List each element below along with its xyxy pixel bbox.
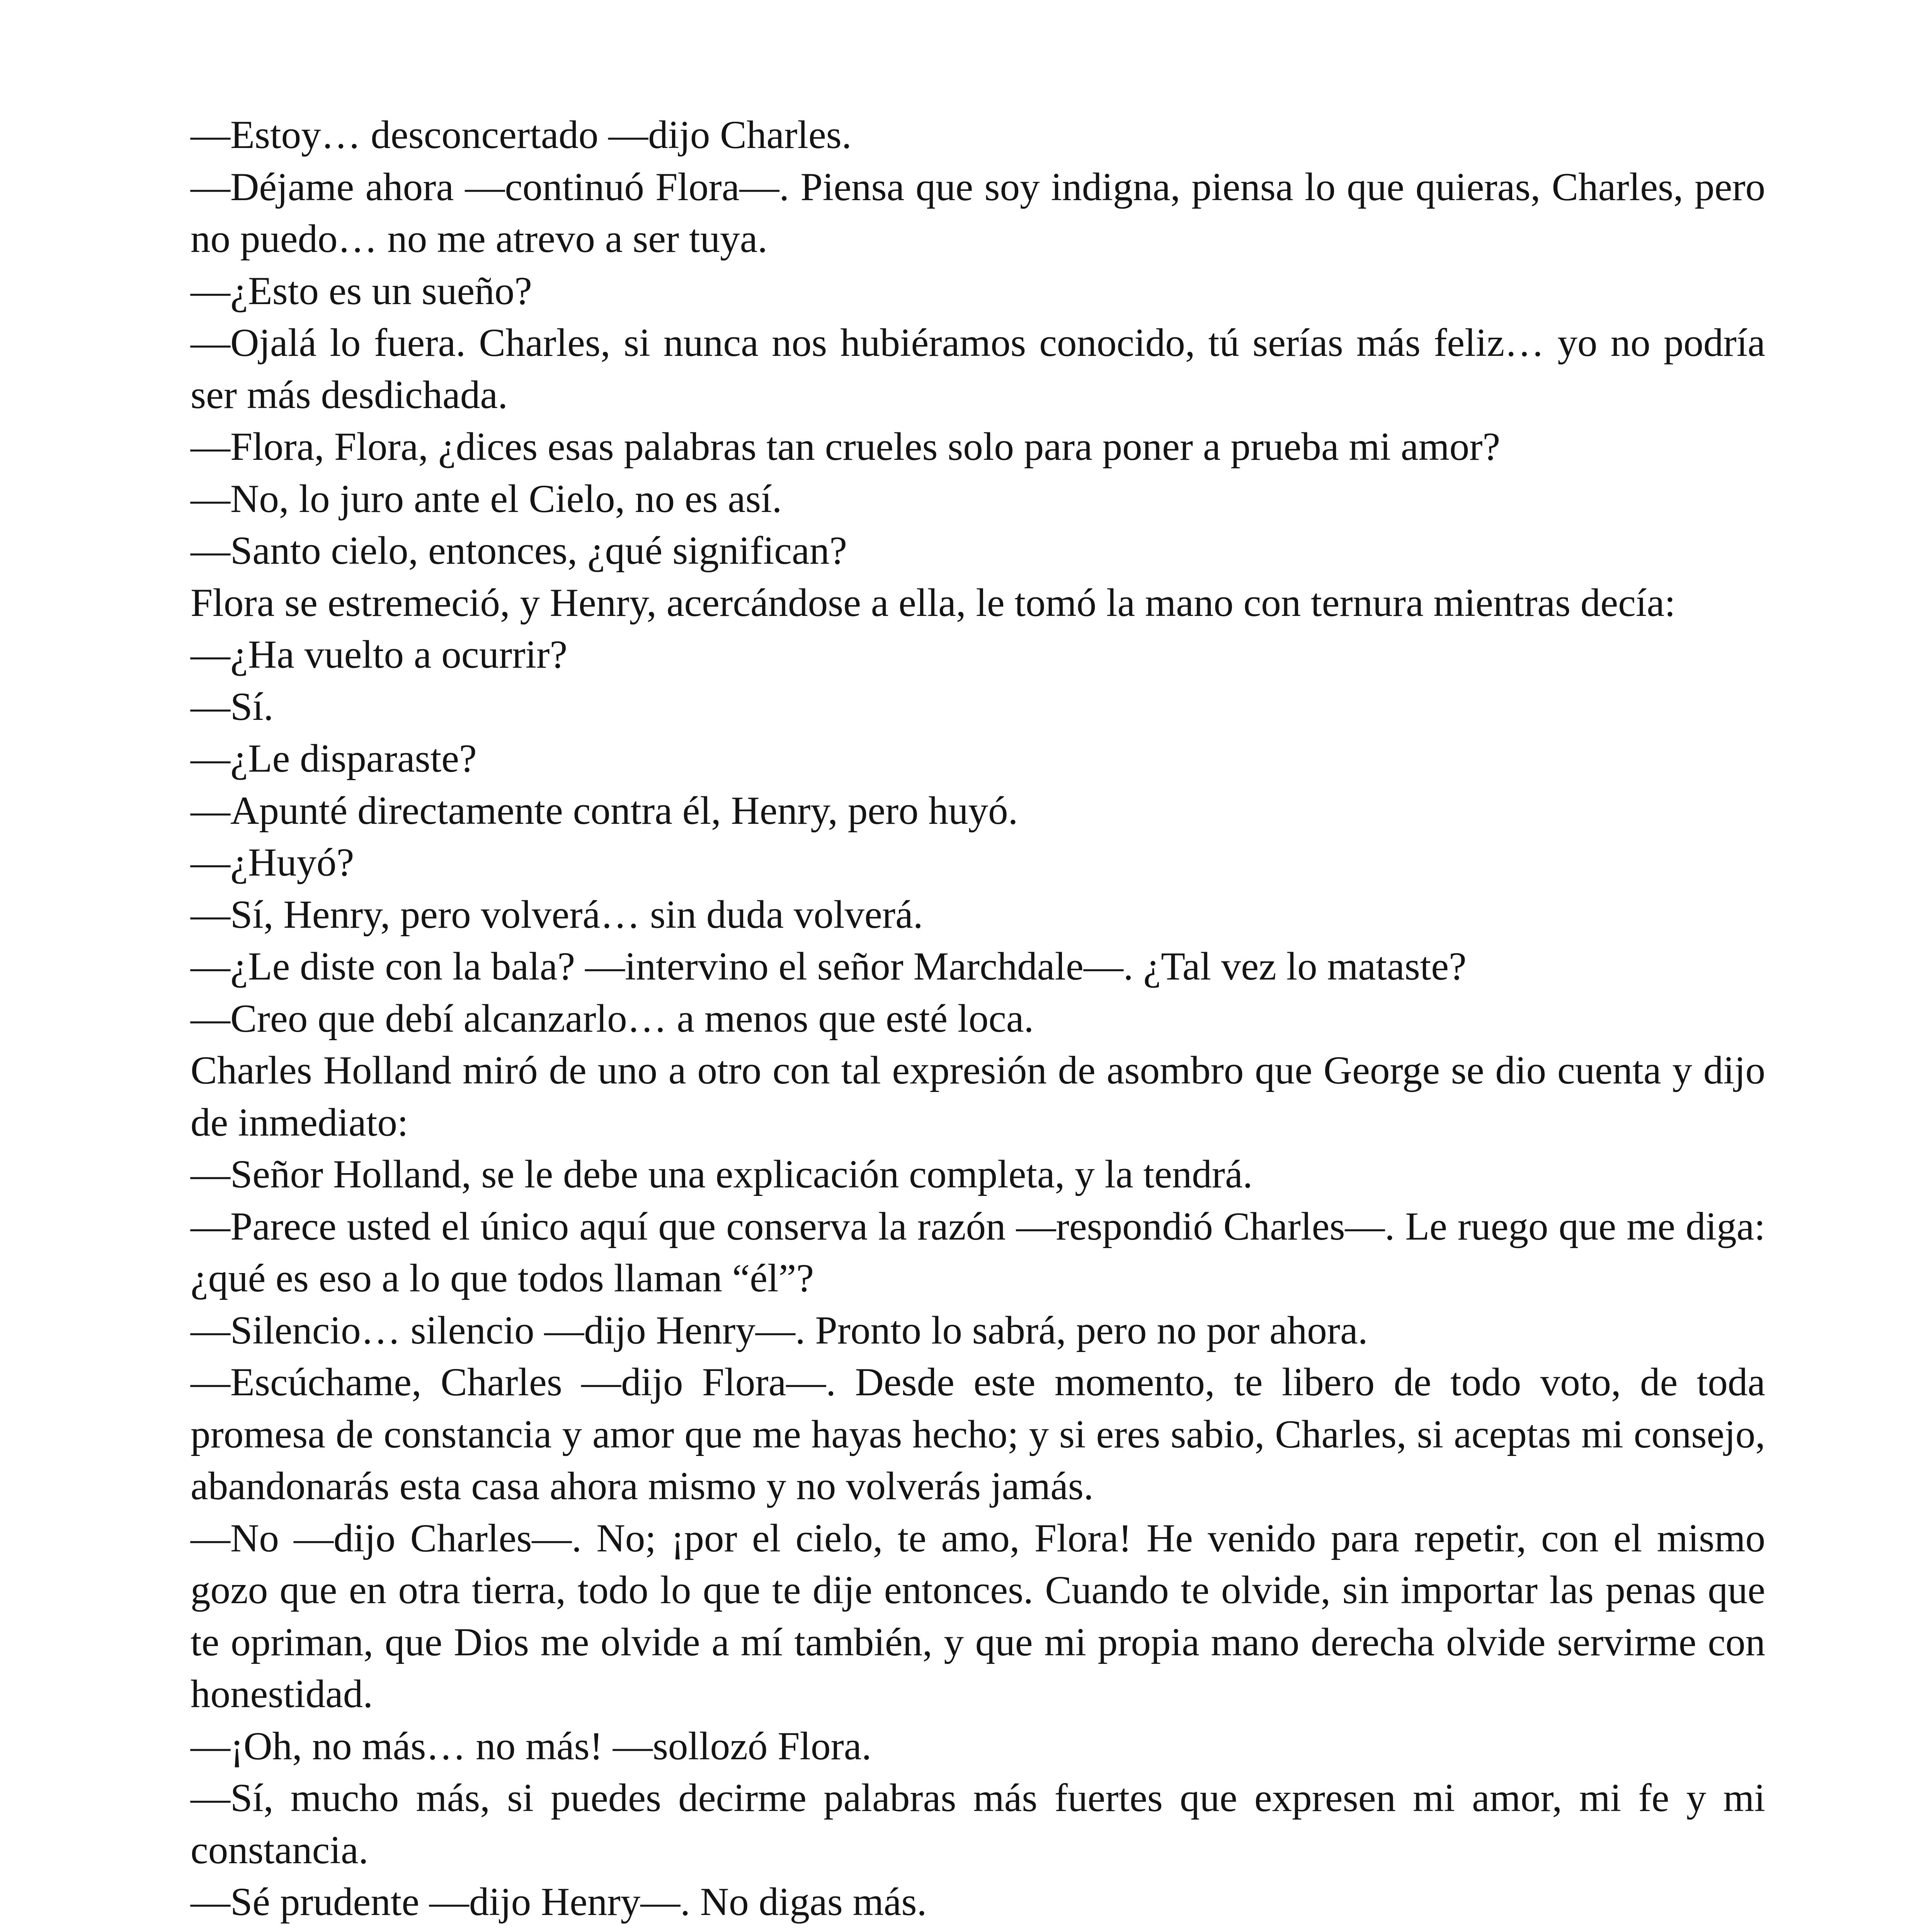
paragraph: —Santo cielo, entonces, ¿qué significan? — [191, 529, 847, 573]
paragraph: —Señor Holland, se le debe una explicación completa, y la tendrá. — [191, 1152, 1253, 1196]
paragraph: —¿Ha vuelto a ocurrir? — [191, 633, 568, 677]
page-body — [191, 109, 1765, 1932]
paragraph: —Déjame ahora —continuó Flora—. Piensa que soy indigna, piensa lo que quieras, Charles, pero no puedo… no me atrevo a ser tuya. — [191, 165, 1765, 261]
paragraph: —Parece usted el único aquí que conserva la razón —respondió Charles—. Le ruego que me diga: ¿qué es eso a lo que todos llaman “él”? — [191, 1204, 1765, 1300]
paragraph: —Sí. — [191, 684, 274, 729]
paragraph: —¡Oh, no más… no más! —sollozó Flora. — [191, 1724, 872, 1768]
paragraph: —Creo que debí alcanzarlo… a menos que esté loca. — [191, 996, 1034, 1041]
paragraph: —¿Huyó? — [191, 840, 354, 884]
paragraph: —Sí, Henry, pero volverá… sin duda volverá. — [191, 892, 923, 937]
paragraph: —Apunté directamente contra él, Henry, pero huyó. — [191, 788, 1018, 833]
paragraph: Flora se estremeció, y Henry, acercándose a ella, le tomó la mano con ternura mientras decía: — [191, 580, 1676, 625]
paragraph: —¿Esto es un sueño? — [191, 269, 532, 313]
paragraph: —No —dijo Charles—. No; ¡por el cielo, te amo, Flora! He venido para repetir, con el mismo gozo que en otra tierra, todo lo que te dije entonces. Cuando te olvide, sin importar las penas que te opriman, que Dios me olvide a mí también, y que mi propia mano derecha olvide servirme con honestidad. — [191, 1516, 1765, 1716]
paragraph: —Sí, mucho más, si puedes decirme palabras más fuertes que expresen mi amor, mi fe y mi constancia. — [191, 1776, 1765, 1872]
paragraph: —¿Le disparaste? — [191, 736, 477, 781]
paragraph: —Ojalá lo fuera. Charles, si nunca nos hubiéramos conocido, tú serías más feliz… yo no podría ser más desdichada. — [191, 321, 1765, 417]
paragraph: —Sé prudente —dijo Henry—. No digas más. — [191, 1880, 927, 1924]
paragraph: —Estoy… desconcertado —dijo Charles. — [191, 113, 852, 157]
paragraph: —Flora, Flora, ¿dices esas palabras tan crueles solo para poner a prueba mi amor? — [191, 425, 1501, 469]
paragraph: —¿Le diste con la bala? —intervino el señor Marchdale—. ¿Tal vez lo mataste? — [191, 944, 1467, 988]
paragraph: —Silencio… silencio —dijo Henry—. Pronto lo sabrá, pero no por ahora. — [191, 1308, 1368, 1352]
paragraph: Charles Holland miró de uno a otro con tal expresión de asombro que George se dio cuenta y dijo de inmediato: — [191, 1048, 1765, 1145]
paragraph: —Escúchame, Charles —dijo Flora—. Desde este momento, te libero de todo voto, de toda promesa de constancia y amor que me hayas hecho; y si eres sabio, Charles, si aceptas mi consejo, abandonarás esta casa ahora mismo y no volverás jamás. — [191, 1360, 1765, 1508]
paragraph: —No, lo juro ante el Cielo, no es así. — [191, 476, 782, 521]
paragraph — [191, 1928, 1765, 1932]
